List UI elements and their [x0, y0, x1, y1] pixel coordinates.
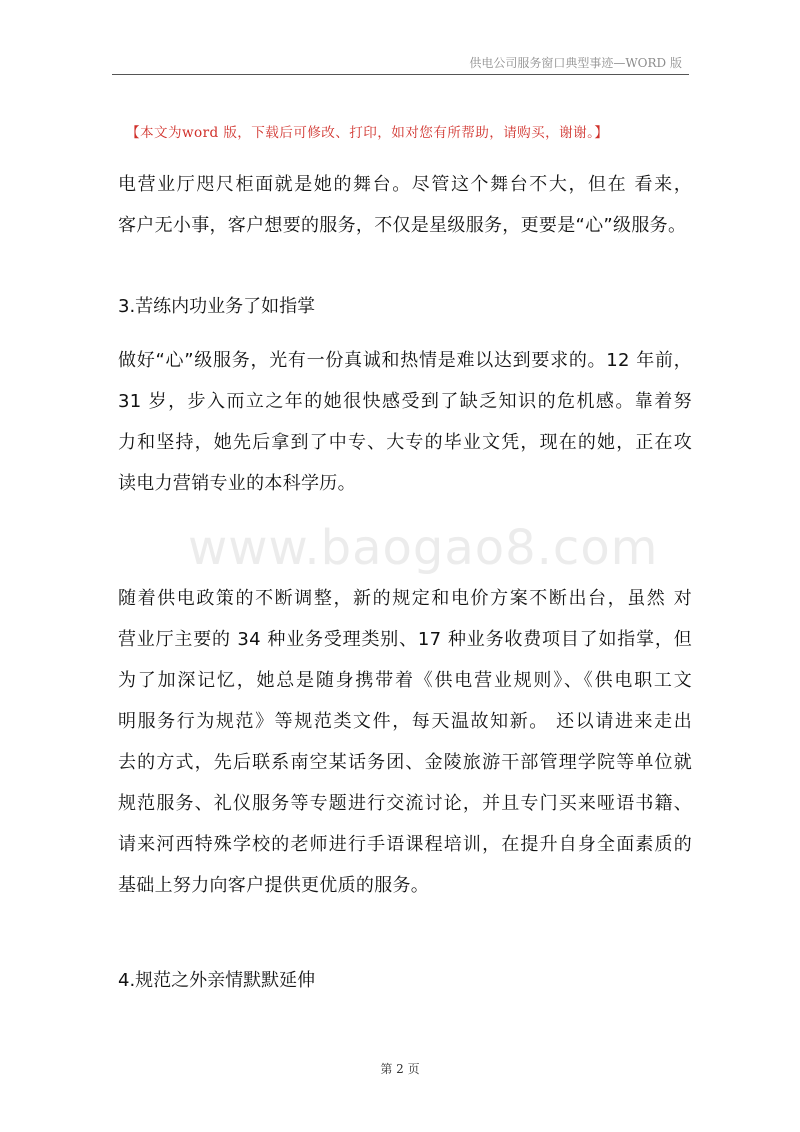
paragraph-line: 客户无小事，客户想要的服务，不仅是星级服务，更要是“心”级服务。 — [118, 215, 687, 236]
watermark: www.baogao8.com — [188, 520, 659, 576]
section-3-heading: 3.苦练内功业务了如指掌 — [118, 296, 316, 317]
paragraph-line: 随着供电政策的不断调整，新的规定和电价方案不断出台，虽然 对 — [118, 588, 692, 609]
intro-paragraph — [118, 164, 692, 246]
paragraph-line: 做好“心”级服务，光有一份真诚和热情是难以达到要求的。12 年前， — [118, 350, 692, 371]
header-divider — [112, 74, 689, 75]
page-header: 供电公司服务窗口典型事迹—WORD 版 — [469, 56, 682, 70]
paragraph-line: 请来河西特殊学校的老师进行手语课程培训，在提升自身全面素质的 — [118, 834, 692, 855]
paragraph-line: 电营业厅咫尺柜面就是她的舞台。尽管这个舞台不大，但在 看来， — [118, 174, 692, 195]
paragraph-line: 明服务行为规范》等规范类文件，每天温故知新。 还以请进来走出 — [118, 711, 692, 732]
paragraph-line: 营业厅主要的 34 种业务受理类别、17 种业务收费项目了如指掌，但 — [118, 629, 692, 650]
paragraph-line: 力和坚持，她先后拿到了中专、大专的毕业文凭，现在的她，正在攻 — [118, 432, 692, 453]
paragraph-line: 为了加深记忆，她总是随身携带着《供电营业规则》、《供电职工文 — [118, 670, 692, 691]
paragraph-line: 规范服务、礼仪服务等专题进行交流讨论，并且专门买来哑语书籍、 — [118, 793, 692, 814]
paragraph-line: 基础上努力向客户提供更优质的服务。 — [118, 875, 430, 896]
paragraph-line: 31 岁，步入而立之年的她很快感受到了缺乏知识的危机感。靠着努 — [118, 391, 692, 412]
section-3-paragraph-1 — [118, 340, 692, 504]
section-4-heading: 4.规范之外亲情默默延伸 — [118, 970, 316, 991]
page-number: 第 2 页 — [380, 1062, 420, 1076]
paragraph-line: 去的方式，先后联系南空某话务团、金陵旅游干部管理学院等单位就 — [118, 752, 692, 773]
download-notice: 【本文为word 版，下载后可修改、打印，如对您有所帮助，请购买，谢谢。】 — [126, 125, 609, 141]
section-3-paragraph-2 — [118, 578, 692, 906]
paragraph-line: 读电力营销专业的本科学历。 — [118, 473, 356, 494]
